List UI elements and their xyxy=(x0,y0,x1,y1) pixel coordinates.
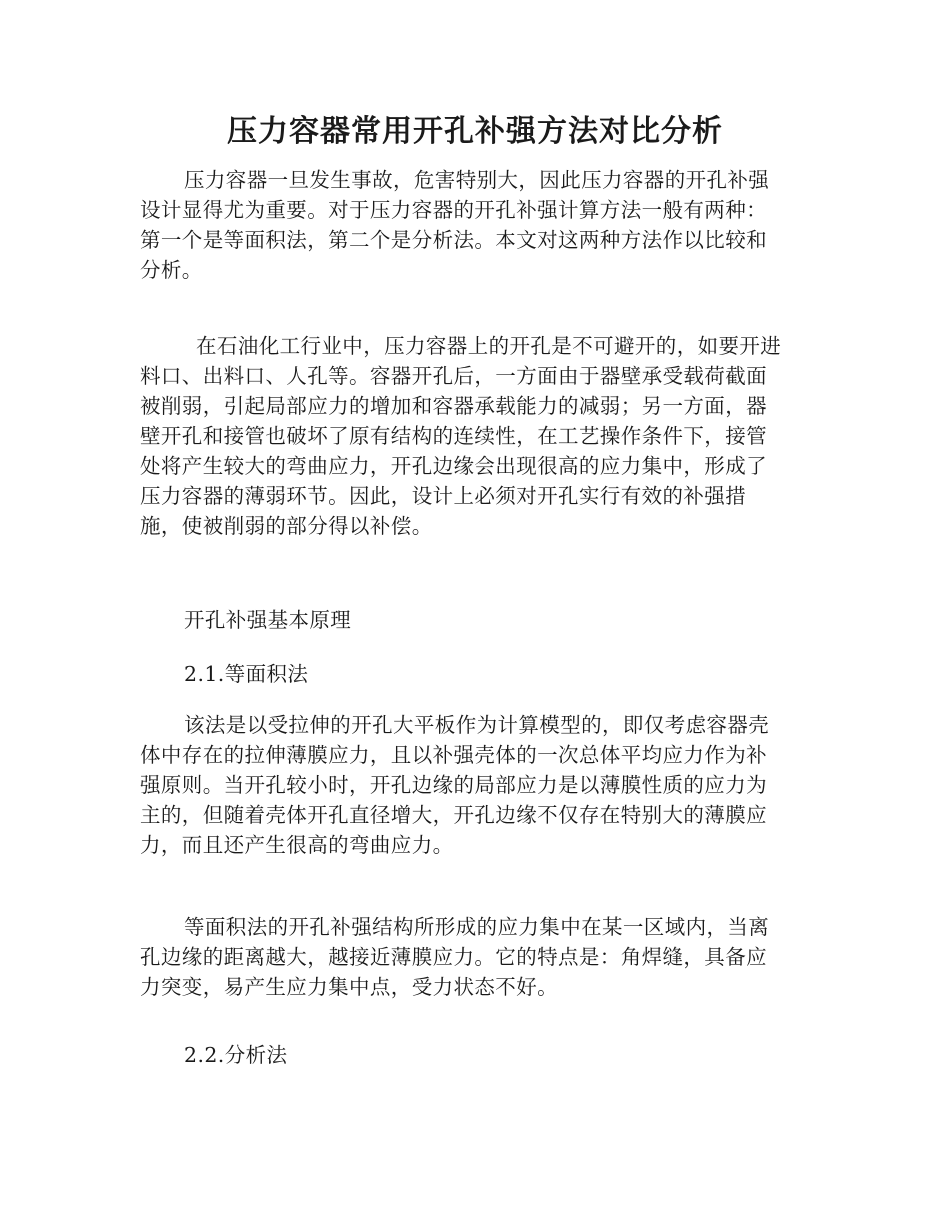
paragraph-line: 处将产生较大的弯曲应力，开孔边缘会出现很高的应力集中，形成了 xyxy=(140,454,767,478)
paragraph-line: 施，使被削弱的部分得以补偿。 xyxy=(140,514,433,538)
paragraph-line: 分析。 xyxy=(140,258,203,282)
paragraph-intro xyxy=(140,165,805,285)
paragraph-line: 壁开孔和接管也破坏了原有结构的连续性，在工艺操作条件下，接管 xyxy=(140,424,767,448)
paragraph-line: 料口、出料口、人孔等。容器开孔后，一方面由于器壁承受载荷截面 xyxy=(140,364,767,388)
paragraph-equal-area xyxy=(140,710,805,860)
paragraph-line: 该法是以受拉伸的开孔大平板作为计算模型的，即仅考虑容器壳 xyxy=(184,713,770,737)
paragraph-line: 设计显得尤为重要。对于压力容器的开孔补强计算方法一般有两种： xyxy=(140,198,767,222)
paragraph-background xyxy=(140,331,805,541)
paragraph-line: 强原则。当开孔较小时，开孔边缘的局部应力是以薄膜性质的应力为 xyxy=(140,773,767,797)
section-heading: 开孔补强基本原理 xyxy=(184,608,352,632)
paragraph-line: 体中存在的拉伸薄膜应力，且以补强壳体的一次总体平均应力作为补 xyxy=(140,743,767,767)
paragraph-line: 力突变，易产生应力集中点，受力状态不好。 xyxy=(140,975,558,999)
paragraph-line: 在石油化工行业中，压力容器上的开孔是不可避开的，如要开进 xyxy=(196,334,782,358)
paragraph-line: 孔边缘的距离越大，越接近薄膜应力。它的特点是：角焊缝，具备应 xyxy=(140,945,767,969)
document-title: 压力容器常用开孔补强方法对比分析 xyxy=(227,114,723,149)
paragraph-line: 主的，但随着壳体开孔直径增大，开孔边缘不仅存在特别大的薄膜应 xyxy=(140,803,767,827)
paragraph-line: 压力容器的薄弱环节。因此，设计上必须对开孔实行有效的补强措 xyxy=(140,484,747,508)
subsection-heading: 2.1.等面积法 xyxy=(184,662,309,686)
paragraph-line: 等面积法的开孔补强结构所形成的应力集中在某一区域内，当离 xyxy=(184,915,770,939)
paragraph-line: 被削弱，引起局部应力的增加和容器承载能力的减弱；另一方面，器 xyxy=(140,394,767,418)
paragraph-line: 压力容器一旦发生事故，危害特别大，因此压力容器的开孔补强 xyxy=(184,168,770,192)
paragraph-equal-area-features xyxy=(140,912,805,1002)
paragraph-line: 力，而且还产生很高的弯曲应力。 xyxy=(140,833,454,857)
paragraph-line: 第一个是等面积法，第二个是分析法。本文对这两种方法作以比较和 xyxy=(140,228,767,252)
subsection-heading: 2.2.分析法 xyxy=(184,1043,288,1067)
